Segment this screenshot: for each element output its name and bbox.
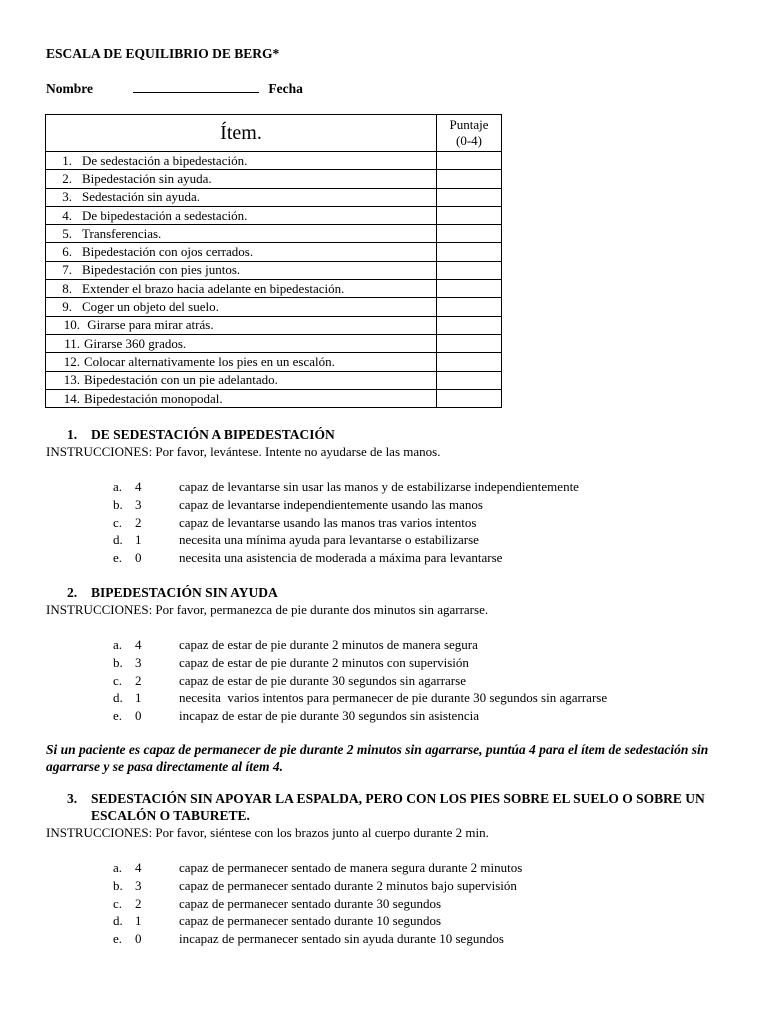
option-letter: e. <box>113 708 123 724</box>
item-number: 1. <box>62 152 72 168</box>
header-score <box>437 115 502 152</box>
section-heading <box>67 790 736 824</box>
table-row <box>46 170 502 188</box>
item-text: Bipedestación con ojos cerrados. <box>82 244 254 260</box>
option-letter: d. <box>113 532 123 548</box>
item-text: Colocar alternativamente los pies en un escalón. <box>84 353 335 369</box>
option-letter: d. <box>113 690 123 706</box>
option-letter: a. <box>113 637 123 652</box>
item-text: Coger un objeto del suelo. <box>82 299 219 315</box>
option-score: 1 <box>135 532 142 548</box>
option-item <box>46 478 736 496</box>
section-1 <box>46 426 736 567</box>
item-number: 9. <box>62 299 72 315</box>
option-text: necesita una asistencia de moderada a máxima para levantarse <box>179 550 503 566</box>
option-item <box>46 514 736 532</box>
header-item: Ítem. <box>46 115 437 152</box>
item-text: Bipedestación monopodal. <box>84 390 223 406</box>
score-cell[interactable] <box>437 316 502 334</box>
item-number: 3. <box>62 189 72 205</box>
item-text: Transferencias. <box>82 225 162 241</box>
section-3 <box>46 790 736 948</box>
section-instructions: INSTRUCCIONES: Por favor, levántese. Intente no ayudarse de las manos. <box>46 444 441 459</box>
option-score: 1 <box>135 690 142 706</box>
option-text: capaz de estar de pie durante 2 minutos con supervisión <box>179 654 469 670</box>
item-cell <box>46 389 437 407</box>
option-letter: c. <box>113 514 123 530</box>
item-number: 11. <box>64 335 80 351</box>
item-number: 10. <box>63 317 80 333</box>
option-text: necesita una mínima ayuda para levantarse o estabilizarse <box>179 532 479 548</box>
option-item <box>46 531 736 549</box>
item-text: Extender el brazo hacia adelante en bipedestación. <box>82 280 345 296</box>
option-item <box>46 895 736 913</box>
item-text: Girarse para mirar atrás. <box>84 317 214 333</box>
item-cell <box>46 371 437 389</box>
item-cell <box>46 316 437 334</box>
table-row <box>46 353 502 371</box>
item-number: 2. <box>62 170 72 186</box>
item-number: 8. <box>62 280 72 296</box>
option-text: capaz de estar de pie durante 2 minutos de manera segura <box>179 637 478 652</box>
option-text: capaz de permanecer sentado durante 2 minutos bajo supervisión <box>179 877 517 893</box>
table-row <box>46 261 502 279</box>
item-number: 12. <box>63 353 80 369</box>
option-score: 0 <box>135 708 142 724</box>
score-cell[interactable] <box>437 152 502 170</box>
table-header-row <box>46 115 502 152</box>
table-row <box>46 280 502 298</box>
score-cell[interactable] <box>437 170 502 188</box>
section-2 <box>46 584 736 725</box>
item-cell <box>46 298 437 316</box>
score-cell[interactable] <box>437 298 502 316</box>
option-item <box>46 859 736 877</box>
item-number: 13. <box>63 372 80 388</box>
item-cell <box>46 334 437 352</box>
option-item <box>46 549 736 567</box>
item-text: Bipedestación sin ayuda. <box>82 170 212 186</box>
item-cell <box>46 280 437 298</box>
score-cell[interactable] <box>437 371 502 389</box>
option-text: capaz de levantarse independientemente usando las manos <box>179 496 483 512</box>
header-score-label: Puntaje <box>449 117 489 132</box>
option-item <box>46 912 736 930</box>
option-score: 2 <box>135 895 142 911</box>
item-cell <box>46 243 437 261</box>
score-cell[interactable] <box>437 334 502 352</box>
section-number: 3. <box>67 791 78 806</box>
items-table <box>45 114 502 408</box>
table-row <box>46 152 502 170</box>
section-instructions: INSTRUCCIONES: Por favor, permanezca de pie durante dos minutos sin agarrarse. <box>46 602 489 617</box>
option-letter: b. <box>113 654 123 670</box>
option-score: 2 <box>135 672 142 688</box>
item-number: 14. <box>63 390 80 406</box>
score-cell[interactable] <box>437 261 502 279</box>
item-text: De sedestación a bipedestación. <box>82 152 248 168</box>
name-label: Nombre <box>46 81 93 96</box>
item-cell <box>46 152 437 170</box>
score-cell[interactable] <box>437 206 502 224</box>
item-text: Bipedestación con pies juntos. <box>82 262 241 278</box>
option-text: necesita varios intentos para permanecer de pie durante 30 segundos sin agarrarse <box>179 690 608 706</box>
item-cell <box>46 261 437 279</box>
option-text: capaz de levantarse usando las manos tras varios intentos <box>179 514 477 530</box>
item-number: 7. <box>62 262 72 278</box>
option-text: incapaz de permanecer sentado sin ayuda durante 10 segundos <box>179 931 504 947</box>
option-item <box>46 877 736 895</box>
document-title: ESCALA DE EQUILIBRIO DE BERG* <box>46 46 280 61</box>
item-cell <box>46 225 437 243</box>
option-score: 0 <box>135 550 142 566</box>
item-cell <box>46 170 437 188</box>
option-score: 4 <box>135 479 142 494</box>
section-heading-text: SEDESTACIÓN SIN APOYAR LA ESPALDA, PERO CON LOS PIES SOBRE EL SUELO O SOBRE UN ESCALÓN O TABURETE. <box>91 791 705 823</box>
options-list <box>46 636 736 725</box>
option-score: 3 <box>135 877 142 893</box>
item-text: De bipedestación a sedestación. <box>82 207 248 223</box>
option-letter: c. <box>113 672 123 688</box>
section-number: 2. <box>67 585 78 600</box>
item-cell <box>46 188 437 206</box>
option-letter: c. <box>113 895 123 911</box>
option-text: capaz de estar de pie durante 30 segundos sin agarrarse <box>179 672 466 688</box>
table-row <box>46 334 502 352</box>
option-letter: a. <box>113 479 123 494</box>
score-cell[interactable] <box>437 188 502 206</box>
section-heading-text: BIPEDESTACIÓN SIN AYUDA <box>91 585 278 600</box>
date-label: Fecha <box>268 81 303 96</box>
section-instructions: INSTRUCCIONES: Por favor, siéntese con los brazos junto al cuerpo durante 2 min. <box>46 825 489 840</box>
option-item <box>46 689 736 707</box>
option-item <box>46 654 736 672</box>
option-letter: d. <box>113 913 123 929</box>
table-row <box>46 188 502 206</box>
option-score: 0 <box>135 931 142 947</box>
item-number: 5. <box>62 225 72 241</box>
option-score: 4 <box>135 860 142 875</box>
table-row <box>46 225 502 243</box>
name-date-line <box>46 80 303 97</box>
item-cell <box>46 206 437 224</box>
option-letter: b. <box>113 496 123 512</box>
option-text: capaz de levantarse sin usar las manos y de estabilizarse independientemente <box>179 479 579 494</box>
option-text: capaz de permanecer sentado durante 30 segundos <box>179 895 442 911</box>
options-list <box>46 478 736 567</box>
option-text: incapaz de estar de pie durante 30 segundos sin asistencia <box>179 708 479 724</box>
section-number: 1. <box>67 427 78 442</box>
option-letter: b. <box>113 877 123 893</box>
table-row <box>46 316 502 334</box>
item-text: Bipedestación con un pie adelantado. <box>84 372 278 388</box>
item-cell <box>46 353 437 371</box>
section-heading <box>67 426 736 443</box>
table-row <box>46 371 502 389</box>
option-item <box>46 672 736 690</box>
name-blank-field[interactable] <box>133 80 259 93</box>
section-heading <box>67 584 736 601</box>
item-number: 6. <box>62 244 72 260</box>
option-item <box>46 636 736 654</box>
option-letter: a. <box>113 860 123 875</box>
section-heading-text: DE SEDESTACIÓN A BIPEDESTACIÓN <box>91 427 335 442</box>
table-row <box>46 206 502 224</box>
option-item <box>46 707 736 725</box>
option-letter: e. <box>113 550 123 566</box>
item-text: Sedestación sin ayuda. <box>82 189 201 205</box>
option-score: 3 <box>135 496 142 512</box>
item-text: Girarse 360 grados. <box>84 335 187 351</box>
score-cell[interactable] <box>437 353 502 371</box>
options-list <box>46 859 736 948</box>
option-letter: e. <box>113 931 123 947</box>
option-score: 2 <box>135 514 142 530</box>
table-row <box>46 243 502 261</box>
score-cell[interactable] <box>437 225 502 243</box>
option-item <box>46 496 736 514</box>
option-item <box>46 930 736 948</box>
option-score: 3 <box>135 654 142 670</box>
option-score: 4 <box>135 637 142 652</box>
option-text: capaz de permanecer sentado durante 10 segundos <box>179 913 442 929</box>
table-row <box>46 389 502 407</box>
header-score-range: (0-4) <box>456 133 482 148</box>
item-number: 4. <box>62 207 72 223</box>
note-text: Si un paciente es capaz de permanecer de pie durante 2 minutos sin agarrarse, puntúa 4 para el ítem de sedestación sin agarrarse y se pasa directamente al ítem 4. <box>46 742 709 774</box>
table-row <box>46 298 502 316</box>
score-cell[interactable] <box>437 243 502 261</box>
option-score: 1 <box>135 913 142 929</box>
option-text: capaz de permanecer sentado de manera segura durante 2 minutos <box>179 860 523 875</box>
score-cell[interactable] <box>437 389 502 407</box>
score-cell[interactable] <box>437 280 502 298</box>
